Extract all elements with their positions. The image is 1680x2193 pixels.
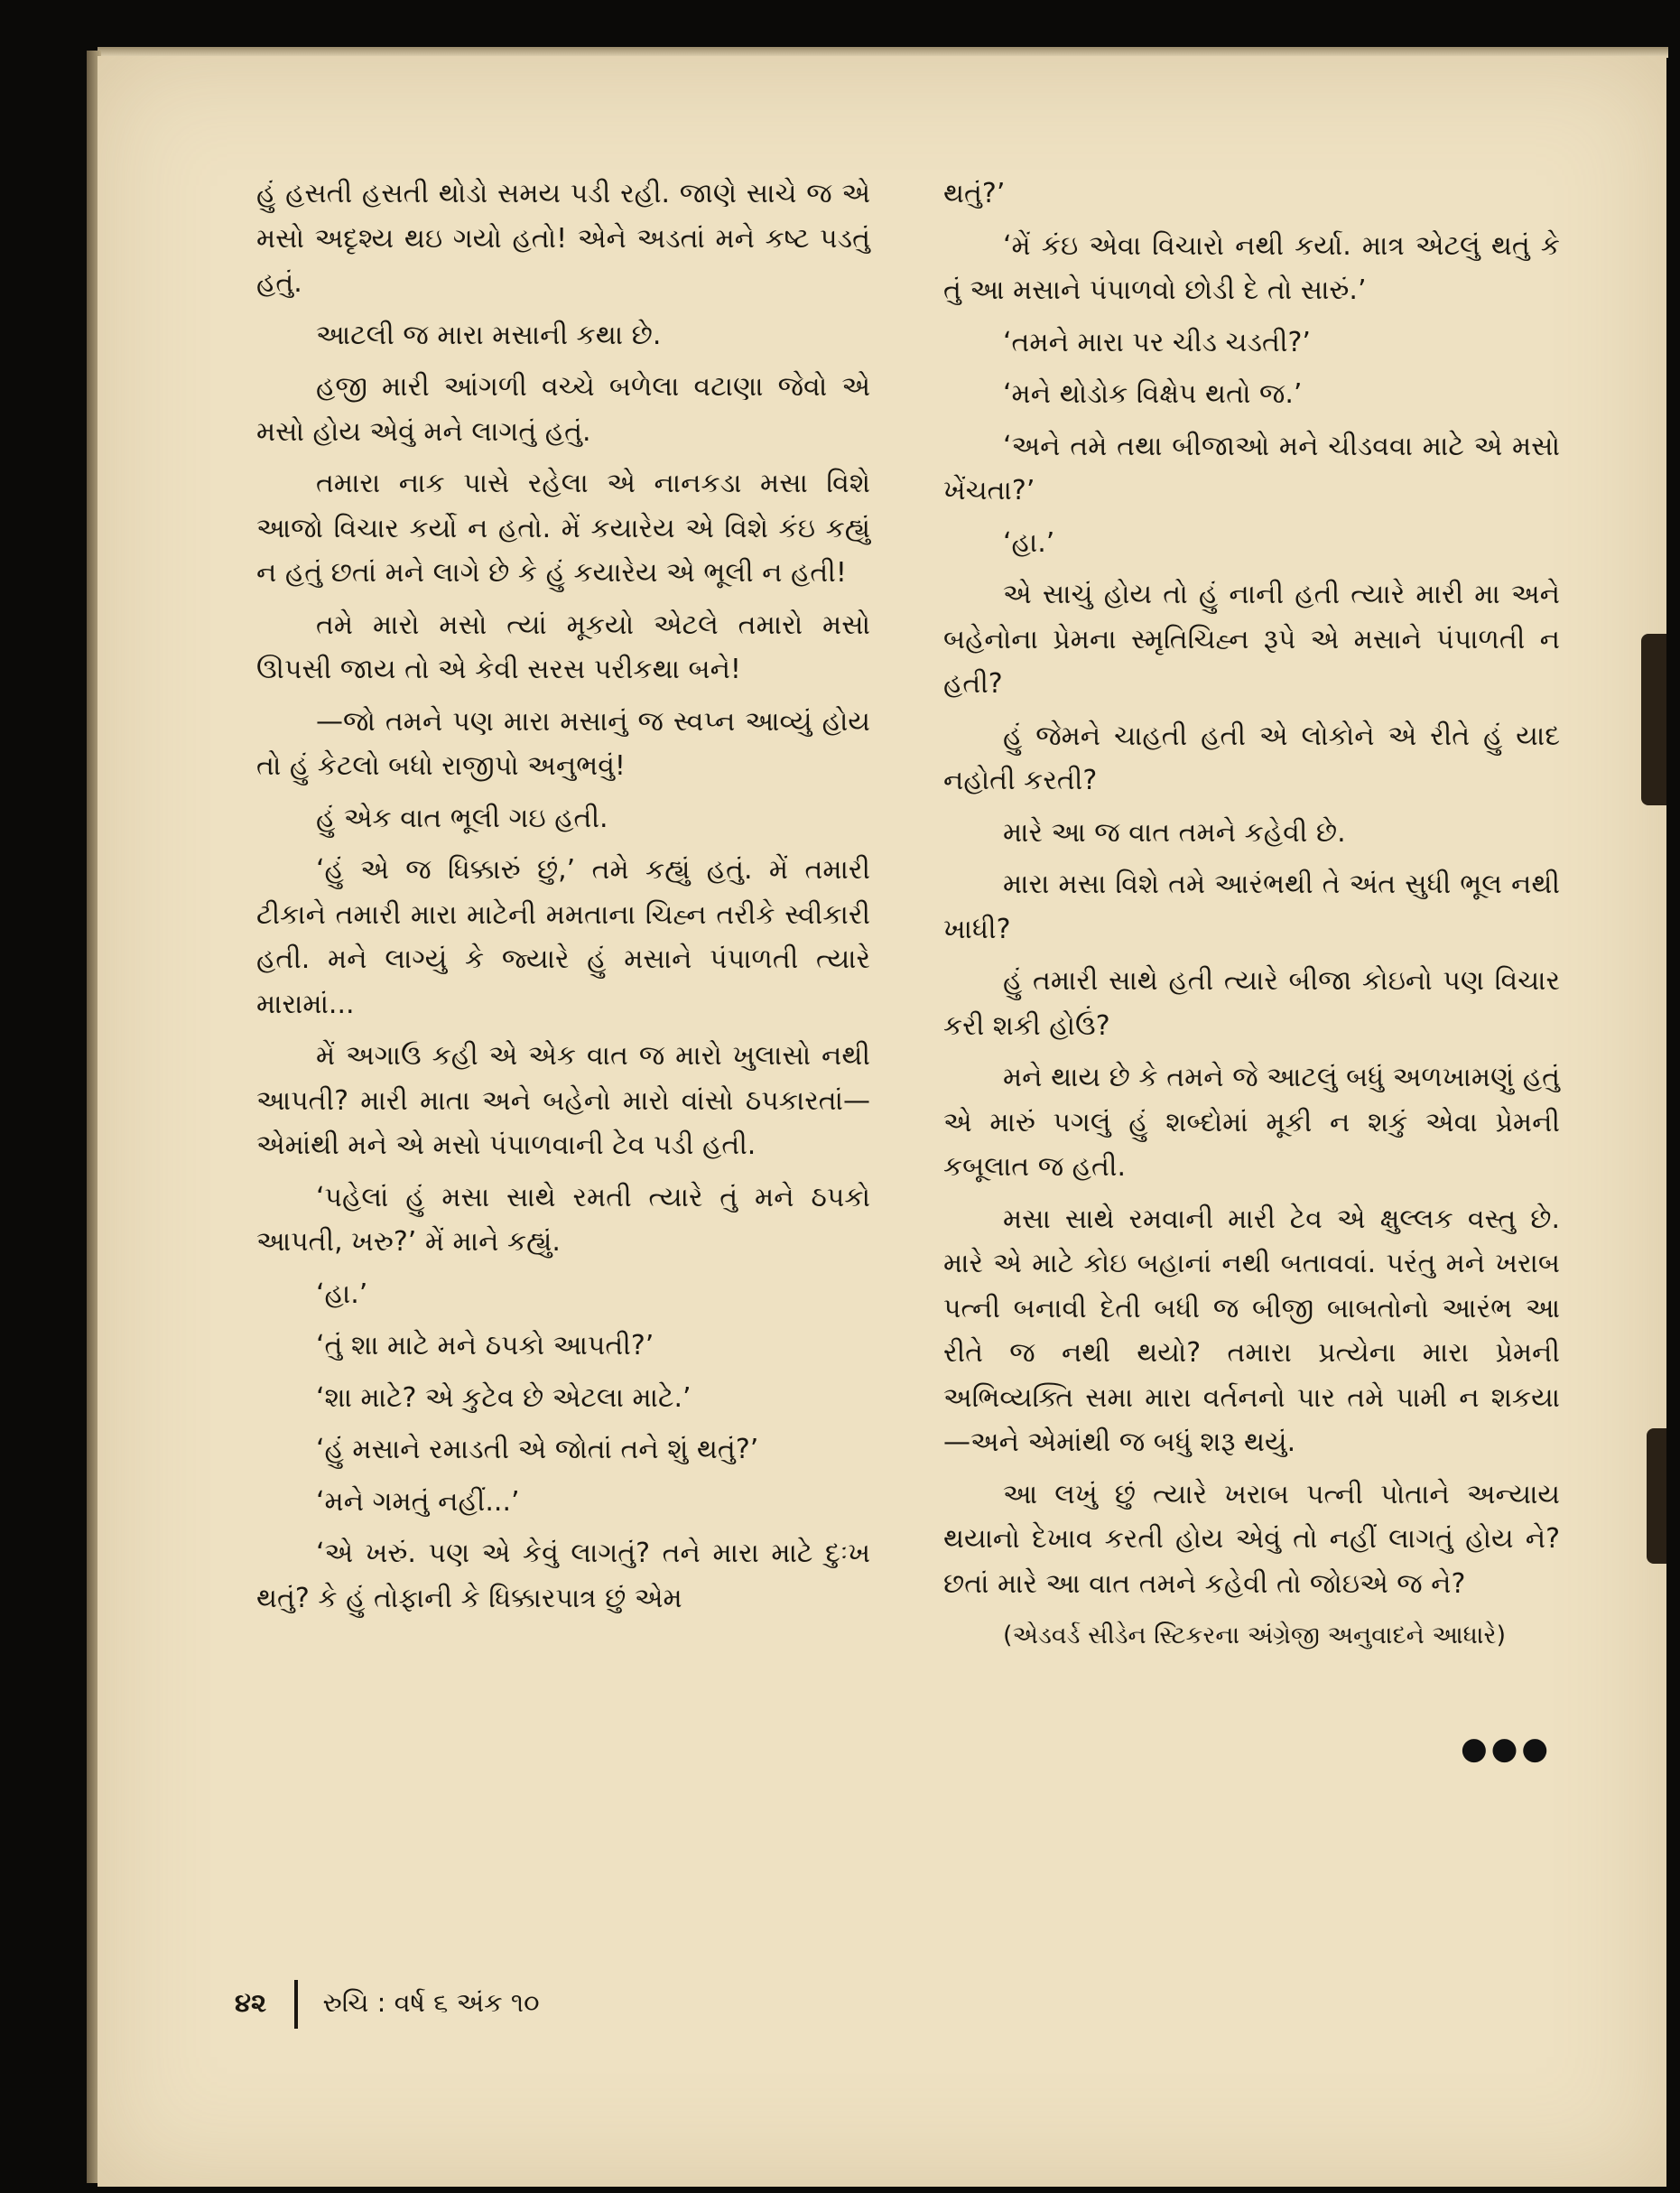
page-footer	[235, 1980, 540, 2029]
right-column	[943, 172, 1560, 1666]
paragraph: મારે આ જ વાત તમને કહેવી છે.	[1003, 816, 1346, 849]
paragraph: હું એક વાત ભૂલી ગઇ હતી.	[316, 802, 608, 834]
paragraph: એ સાચું હોય તો હું નાની હતી ત્યારે મારી મા અને બહેનોના પ્રેમના સ્મૃતિચિહ્ન રૂપે એ મસાને પંપાળતી ન હતી?	[943, 579, 1560, 700]
paragraph: હું તમારી સાથે હતી ત્યારે બીજા કોઇનો પણ વિચાર કરી શકી હોઉં?	[943, 965, 1560, 1042]
paragraph: ‘પહેલાં હું મસા સાથે રમતી ત્યારે તું મને ઠપકો આપતી, ખરુ?’ મેં માને કહ્યું.	[256, 1181, 870, 1258]
page-tear-mark	[1647, 1428, 1666, 1564]
paragraph: આટલી જ મારા મસાની કથા છે.	[316, 319, 662, 351]
paragraph: ‘હું એ જ ધિક્કારું છું,’ તમે કહ્યું હતું. મેં તમારી ટીકાને તમારી મારા માટેની મમતાના ચિહ્ન તરીકે સ્વીકારી હતી. મને લાગ્યું કે જ્યારે હું મસાને પંપાળતી ત્યારે મારામાં...	[256, 854, 870, 1020]
footer-divider	[294, 1980, 298, 2029]
paragraph: ‘મેં કંઇ એવા વિચારો નથી કર્યા. માત્ર એટલું થતું કે તું આ મસાને પંપાળવો છોડી દે તો સારું.’	[943, 229, 1560, 306]
paragraph: ‘મને થોડોક વિક્ષેપ થતો જ.’	[1003, 378, 1303, 410]
paragraph: આ લખું છું ત્યારે ખરાબ પત્ની પોતાને અન્યાય થયાનો દેખાવ કરતી હોય એવું તો નહીં લાગતું હોય ને? છતાં મારે આ વાત તમને કહેવી તો જોઇએ જ ને?	[943, 1478, 1560, 1600]
paragraph: મસા સાથે રમવાની મારી ટેવ એ ક્ષુલ્લક વસ્તુ છે. મારે એ માટે કોઇ બહાનાં નથી બતાવવાં. પરંતુ મને ખરાબ પત્ની બનાવી દેતી બધી જ બીજી બાબતોનો આરંભ આ રીતે જ નથી થયો? તમારા પ્રત્યેના મારા પ્રેમની અભિવ્યક્તિ સમા મારા વર્તનનો પાર તમે પામી ન શકયા—અને એમાંથી જ બધું શરૂ થયું.	[943, 1203, 1560, 1458]
paragraph: તમારા નાક પાસે રહેલા એ નાનકડા મસા વિશે આજો વિચાર કર્યો ન હતો. મેં કયારેય એ વિશે કંઇ કહ્યું ન હતું છતાં મને લાગે છે કે હું કયારેય એ ભૂલી ન હતી!	[256, 468, 870, 589]
paragraph: ‘તું શા માટે મને ઠપકો આપતી?’	[316, 1330, 654, 1361]
paragraph: ‘તમને મારા પર ચીડ ચડતી?’	[1003, 326, 1311, 358]
paragraph: મારા મસા વિશે તમે આરંભથી તે અંત સુધી ભૂલ નથી ખાધી?	[943, 869, 1560, 945]
paragraph: હજી મારી આંગળી વચ્ચે બળેલા વટાણા જેવો એ મસો હોય એવું મને લાગતું હતું.	[256, 371, 870, 448]
paragraph: ‘હું મસાને રમાડતી એ જોતાં તને શું થતું?’	[316, 1434, 759, 1465]
paragraph: ‘મને ગમતું નહીં...’	[316, 1485, 520, 1518]
left-column	[256, 172, 870, 1628]
paragraph: ‘હા.’	[316, 1278, 368, 1310]
paragraph: —જો તમને પણ મારા મસાનું જ સ્વપ્ન આવ્યું હોય તો હું કેટલો બધો રાજીપો અનુભવું!	[256, 705, 870, 782]
magazine-issue: રુચિ : વર્ષ ૬ અંક ૧૦	[322, 1987, 540, 2018]
translation-credit: (એડવર્ડ સીડેન સ્ટિકરના અંગ્રેજી અનુવાદને આધારે)	[1003, 1622, 1506, 1649]
page-number: ૪૨	[235, 1987, 267, 2018]
paragraph: થતું?’	[943, 178, 1006, 209]
paragraph: ‘એ ખરું. પણ એ કેવું લાગતું? તને મારા માટે દુઃખ થતું? કે હું તોફાની કે ધિક્કારપાત્ર છું એમ	[256, 1538, 870, 1614]
paragraph: ‘હા.’	[1003, 526, 1055, 559]
paragraph: મને થાય છે કે તમને જે આટલું બધું અળખામણું હતું એ મારું પગલું હું શબ્દોમાં મૂકી ન શકું એવા પ્રેમની કબૂલાત જ હતી.	[943, 1062, 1560, 1183]
page-tear-mark	[1641, 634, 1666, 805]
paragraph: હું હસતી હસતી થોડો સમય પડી રહી. જાણે સાચે જ એ મસો અદૃશ્ય થઇ ગયો હતો! એને અડતાં મને કષ્ટ પડતું હતું.	[256, 178, 870, 299]
paragraph: હું જેમને ચાહતી હતી એ લોકોને એ રીતે હું યાદ નહોતી કરતી?	[943, 720, 1560, 796]
paragraph: ‘અને તમે તથા બીજાઓ મને ચીડવવા માટે એ મસો ખેંચતા?’	[943, 430, 1560, 506]
paragraph: મેં અગાઉ કહી એ એક વાત જ મારો ખુલાસો નથી આપતી? મારી માતા અને બહેનો મારો વાંસો ઠપકારતાં—એમાંથી મને એ મસો પંપાળવાની ટેવ પડી હતી.	[256, 1040, 870, 1161]
paragraph: તમે મારો મસો ત્યાં મૂકયો એટલે તમારો મસો ઊપસી જાય તો એ કેવી સરસ પરીકથા બને!	[256, 609, 870, 685]
paragraph: ‘શા માટે? એ કુટેવ છે એટલા માટે.’	[316, 1381, 691, 1414]
end-of-story-mark: ●●●	[1461, 1731, 1553, 1767]
